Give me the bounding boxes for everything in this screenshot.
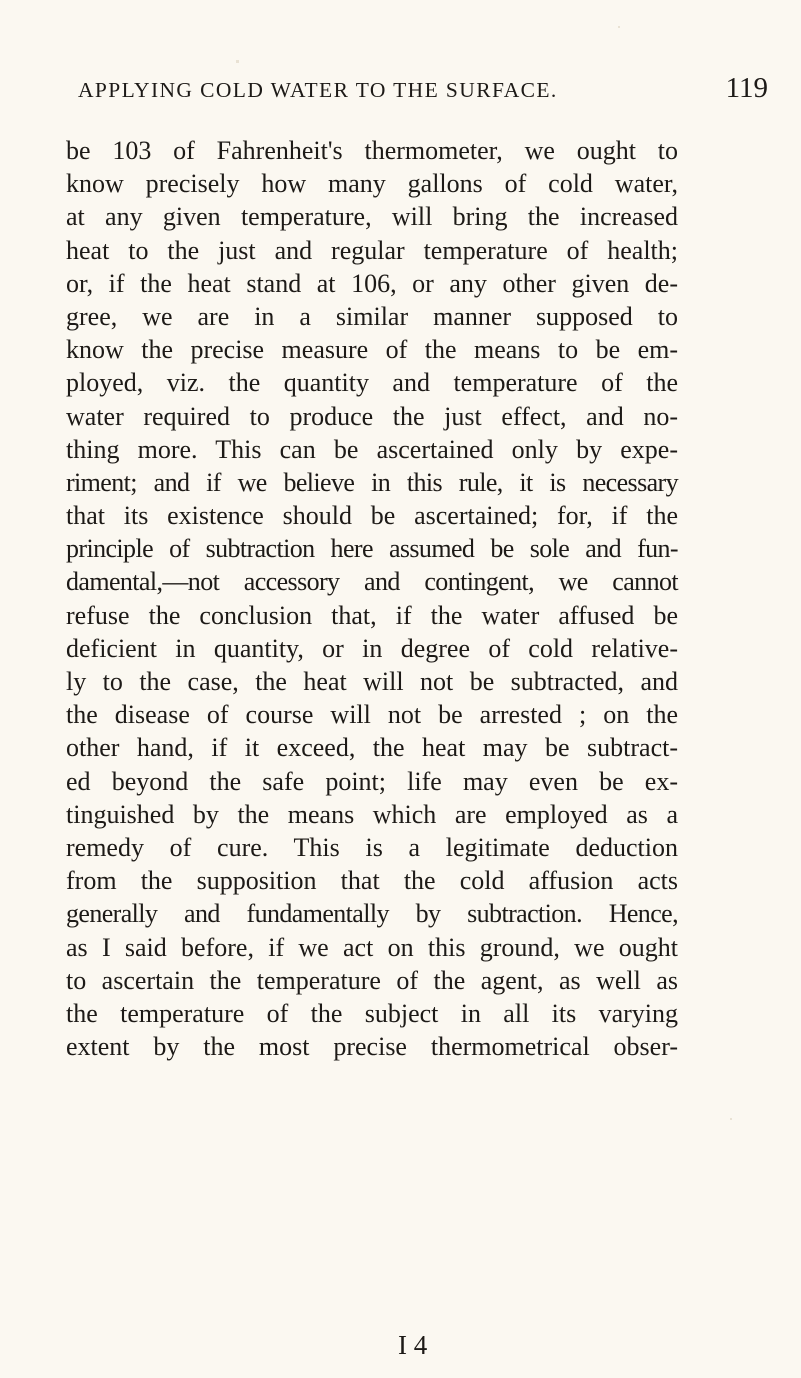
text-line: deficient in quantity, or in degree of cold relative- <box>66 633 678 663</box>
text-line: be 103 of Fahrenheit's thermometer, we ought to <box>66 136 678 165</box>
paper-speck <box>618 26 620 28</box>
text-line: know precisely how many gallons of cold water, <box>66 169 678 199</box>
text-line: to ascertain the temperature of the agent, as well as <box>66 965 678 995</box>
text-line: other hand, if it exceed, the heat may be subtract- <box>66 733 678 763</box>
text-line: gree, we are in a similar manner supposed to <box>66 301 678 331</box>
text-line: as I said before, if we act on this ground, we ought <box>66 932 678 962</box>
text-line: refuse the conclusion that, if the water affused be <box>66 600 678 630</box>
text-line: ed beyond the safe point; life may even be ex- <box>66 766 678 796</box>
text-line: heat to the just and regular temperature of health; <box>66 235 678 265</box>
text-line: riment; and if we believe in this rule, it is necessary <box>66 467 678 497</box>
text-line: at any given temperature, will bring the increased <box>66 202 678 232</box>
text-line: tinguished by the means which are employed as a <box>66 799 678 829</box>
running-head-title: APPLYING COLD WATER TO THE SURFACE. <box>78 78 558 102</box>
running-head <box>78 72 768 112</box>
text-line: or, if the heat stand at 106, or any other given de- <box>66 268 678 298</box>
body-paragraph <box>66 134 678 1063</box>
signature-mark: I 4 <box>398 1330 428 1360</box>
text-line: know the precise measure of the means to be em- <box>66 335 678 365</box>
text-line: the disease of course will not be arrested ; on the <box>66 700 678 730</box>
text-line: water required to produce the just effect, and no- <box>66 401 678 431</box>
page-number: 119 <box>725 72 768 104</box>
text-line: ployed, viz. the quantity and temperature of the <box>66 368 678 398</box>
text-line: ly to the case, the heat will not be subtracted, and <box>66 667 678 696</box>
text-line: generally and fundamentally by subtraction. Hence, <box>66 899 678 929</box>
text-line: damental,—not accessory and contingent, we cannot <box>66 567 678 597</box>
text-line: extent by the most precise thermometrical obser- <box>66 1032 678 1062</box>
text-line: that its existence should be ascertained; for, if the <box>66 501 678 531</box>
text-line: from the supposition that the cold affusion acts <box>66 866 678 896</box>
text-line: remedy of cure. This is a legitimate deduction <box>66 832 678 862</box>
text-line: thing more. This can be ascertained only by expe- <box>66 434 678 464</box>
paper-speck <box>236 60 239 63</box>
text-line: the temperature of the subject in all its varying <box>66 998 678 1028</box>
text-line: principle of subtraction here assumed be sole and fun- <box>66 534 678 564</box>
paper-speck <box>730 1118 732 1120</box>
